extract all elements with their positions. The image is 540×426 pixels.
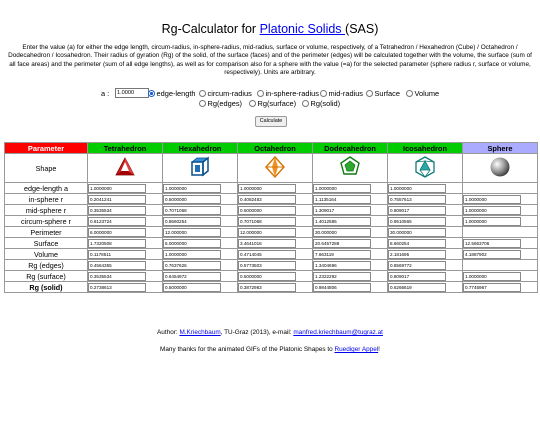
value-field[interactable]: 20.6457288: [313, 239, 371, 248]
radio-dot[interactable]: [249, 100, 256, 107]
value-field[interactable]: 0.5000000: [163, 195, 221, 204]
value-cell: [313, 238, 388, 249]
title-prefix: Rg-Calculator for: [161, 22, 260, 36]
radio-label: Volume: [414, 89, 440, 98]
shape-cell-icosahedron: [388, 154, 463, 183]
title-suffix: (SAS): [345, 22, 379, 36]
row-label: Rg (edges): [5, 260, 88, 271]
radio-label: Surface: [374, 89, 400, 98]
header-tetrahedron: Tetrahedron: [88, 143, 163, 154]
value-field[interactable]: 1.0000000: [238, 184, 296, 193]
value-field[interactable]: 1.0000000: [388, 184, 446, 193]
row-label: Rg (surface): [5, 271, 88, 282]
table-row: [5, 238, 538, 249]
value-cell: [238, 271, 313, 282]
value-field[interactable]: 6.0000000: [88, 228, 146, 237]
radio-dot[interactable]: [302, 100, 309, 107]
value-field[interactable]: 7.663119: [313, 250, 371, 259]
value-field[interactable]: 0.7557613: [388, 195, 446, 204]
table-header-row: [5, 143, 538, 154]
radio-dot[interactable]: [366, 90, 373, 97]
value-cell: [88, 271, 163, 282]
thanks-footer: [0, 346, 540, 353]
radio-dot[interactable]: [257, 90, 264, 97]
row-label: mid-sphere r: [5, 205, 88, 216]
value-cell: [88, 216, 163, 227]
radio-dot[interactable]: [199, 90, 206, 97]
table-row: [5, 282, 538, 293]
param-row1-radio-5[interactable]: [406, 89, 439, 98]
shape-cell-tetrahedron: [88, 154, 163, 183]
value-cell: [88, 227, 163, 238]
radio-label: circum-radius: [207, 89, 252, 98]
value-cell: [88, 282, 163, 293]
results-table: [4, 142, 538, 293]
value-cell: [238, 183, 313, 194]
tetrahedron-icon: [114, 156, 136, 178]
value-field[interactable]: 0.3535534: [88, 206, 146, 215]
value-field[interactable]: 0.9510565: [388, 217, 446, 226]
row-label: Volume: [5, 249, 88, 260]
value-field[interactable]: 1.0000000: [163, 250, 221, 259]
header-parameter: Parameter: [5, 143, 88, 154]
value-field[interactable]: 0.4564355: [88, 261, 146, 270]
value-field[interactable]: 3.4641016: [238, 239, 296, 248]
shape-cell-octahedron: [238, 154, 313, 183]
value-cell: [463, 249, 538, 260]
value-cell: [238, 216, 313, 227]
value-field[interactable]: 1.0000000: [163, 184, 221, 193]
value-field[interactable]: 0.2738613: [88, 283, 146, 292]
param-row1-radio-1[interactable]: [199, 89, 252, 98]
cube-icon: [189, 156, 211, 178]
shape-label: Shape: [5, 154, 88, 183]
value-cell: [163, 227, 238, 238]
value-cell: [163, 260, 238, 271]
value-cell: [313, 249, 388, 260]
platonic-solids-link[interactable]: Platonic Solids: [259, 22, 346, 36]
value-cell: [463, 271, 538, 282]
value-cell: [313, 216, 388, 227]
value-cell: [163, 183, 238, 194]
ruediger-appel-link[interactable]: Ruediger Appel: [334, 346, 379, 353]
table-row: [5, 271, 538, 282]
table-row: [5, 227, 538, 238]
value-field[interactable]: 1.2322292: [313, 272, 371, 281]
table-row: [5, 249, 538, 260]
value-field[interactable]: 8.660254: [388, 239, 446, 248]
value-cell: [388, 282, 463, 293]
param-row2-radio-0[interactable]: [199, 99, 242, 108]
value-field[interactable]: 0.8660254: [163, 217, 221, 226]
shape-row: [5, 154, 538, 183]
octahedron-icon: [264, 156, 286, 178]
table-row: [5, 216, 538, 227]
dodecahedron-icon: [339, 156, 361, 178]
value-field[interactable]: 1.0000000: [463, 195, 521, 204]
value-field[interactable]: 1.1135164: [313, 195, 371, 204]
value-field[interactable]: 0.7637626: [163, 261, 221, 270]
value-cell: [388, 216, 463, 227]
value-cell: [163, 194, 238, 205]
icosahedron-icon: [414, 156, 436, 178]
radio-dot[interactable]: [199, 100, 206, 107]
value-cell: [238, 194, 313, 205]
value-cell: [163, 271, 238, 282]
thanks-prefix: Many thanks for the animated GIFs of the Platonic Shapes to: [160, 346, 335, 353]
value-field[interactable]: 0.5000000: [163, 283, 221, 292]
value-cell: [163, 238, 238, 249]
value-field[interactable]: 1.4012585: [313, 217, 371, 226]
value-cell: [238, 260, 313, 271]
sphere-icon: [489, 156, 511, 178]
value-cell: [88, 260, 163, 271]
value-cell: [388, 227, 463, 238]
value-cell: [388, 194, 463, 205]
value-field[interactable]: 1.3404696: [313, 261, 371, 270]
intro-text: Enter the value (a) for either the edge length, circum-radius, in-sphere-radius, mid-radius, surface or volume, respectively, of a Tetrahedron / Hexahedron (Cube) / Octahedron / Dodecahedron / Icosahedron. Their radius of gyration (Rg) of the solid, of the surface (faces) and of the perimeter (edges) will be calculated together with the volume, the surface (sum of all face areas) and the perimeter (sum of all edge lengths), as well as for comparison also for a sphere with the value (=a) for the selected parameter (sphere radius r, surface or volume, respectively). Units are arbitrary.: [8, 44, 532, 77]
value-field[interactable]: 30.000000: [388, 228, 446, 237]
value-cell: [313, 194, 388, 205]
a-label: a :: [101, 89, 110, 98]
value-field[interactable]: 1.0000000: [463, 272, 521, 281]
value-cell: [238, 205, 313, 216]
value-field[interactable]: 12.000000: [238, 228, 296, 237]
radio-dot[interactable]: [406, 90, 413, 97]
table-row: [5, 183, 538, 194]
value-field[interactable]: 0.4082483: [238, 195, 296, 204]
value-field[interactable]: 12.000000: [163, 228, 221, 237]
author-footer: [0, 329, 540, 336]
email-link[interactable]: manfred.kriechbaum@tugraz.at: [293, 329, 383, 336]
header-hexahedron: Hexahedron: [163, 143, 238, 154]
value-cell: [388, 238, 463, 249]
author-link[interactable]: M.Kriechbaum: [179, 329, 221, 336]
value-field[interactable]: 1.7320508: [88, 239, 146, 248]
value-field[interactable]: 0.7071068: [163, 206, 221, 215]
radio-label: Rg(edges): [207, 99, 243, 108]
value-cell: [163, 282, 238, 293]
author-mid: , TU-Graz (2013), e-mail:: [220, 329, 294, 336]
value-field[interactable]: 0.6454972: [163, 272, 221, 281]
value-field[interactable]: 0.8569772: [388, 261, 446, 270]
author-prefix: Author:: [157, 329, 180, 336]
row-label: Perimeter: [5, 227, 88, 238]
value-cell: [238, 238, 313, 249]
value-field[interactable]: 0.5000000: [238, 272, 296, 281]
value-field[interactable]: 1.309017: [313, 206, 371, 215]
value-field[interactable]: 30.000000: [313, 228, 371, 237]
shape-cell-sphere: [463, 154, 538, 183]
row-label: in-sphere r: [5, 194, 88, 205]
value-cell: [463, 216, 538, 227]
value-cell: [463, 227, 538, 238]
page-title: [0, 21, 540, 37]
param-row1-radio-4[interactable]: [366, 89, 400, 98]
value-field[interactable]: 0.9844806: [313, 283, 371, 292]
value-cell: [163, 216, 238, 227]
radio-label: mid-radius: [328, 89, 363, 98]
shape-cell-hexahedron: [163, 154, 238, 183]
row-label: circum-sphere r: [5, 216, 88, 227]
value-cell: [463, 238, 538, 249]
param-row2-radio-2[interactable]: [302, 99, 340, 108]
param-row2-radio-1[interactable]: [249, 99, 296, 108]
shape-cell-dodecahedron: [313, 154, 388, 183]
value-cell: [238, 282, 313, 293]
value-cell: [88, 249, 163, 260]
value-cell: [463, 205, 538, 216]
value-cell: [463, 183, 538, 194]
value-cell: [313, 260, 388, 271]
value-cell: [388, 205, 463, 216]
table-row: [5, 260, 538, 271]
value-field[interactable]: 1.0000000: [463, 217, 521, 226]
table-row: [5, 205, 538, 216]
value-cell: [388, 271, 463, 282]
a-value-input[interactable]: [115, 88, 149, 98]
value-cell: [238, 227, 313, 238]
value-field[interactable]: 0.809017: [388, 206, 446, 215]
header-dodecahedron: Dodecahedron: [313, 143, 388, 154]
value-field[interactable]: 0.7071068: [238, 217, 296, 226]
value-field[interactable]: 0.5773503: [238, 261, 296, 270]
radio-label: Rg(surface): [257, 99, 297, 108]
value-field[interactable]: 0.809017: [388, 272, 446, 281]
row-label: edge-length a: [5, 183, 88, 194]
value-field[interactable]: 0.1178511: [88, 250, 146, 259]
value-cell: [463, 282, 538, 293]
value-cell: [88, 205, 163, 216]
table-row: [5, 194, 538, 205]
value-field[interactable]: 0.6123724: [88, 217, 146, 226]
value-field[interactable]: 0.5000000: [238, 206, 296, 215]
value-cell: [313, 183, 388, 194]
value-field[interactable]: 0.3872983: [238, 283, 296, 292]
value-field[interactable]: 6.0000000: [163, 239, 221, 248]
radio-label: Rg(solid): [310, 99, 341, 108]
value-cell: [313, 227, 388, 238]
value-field[interactable]: 1.0000000: [88, 184, 146, 193]
value-cell: [388, 183, 463, 194]
value-cell: [88, 183, 163, 194]
value-cell: [313, 205, 388, 216]
thanks-suffix: !: [378, 346, 380, 353]
param-row1-radio-0[interactable]: [148, 89, 196, 98]
value-field[interactable]: 12.5663706: [463, 239, 521, 248]
value-field[interactable]: 4.1887902: [463, 250, 521, 259]
param-row1-radio-3[interactable]: [320, 89, 363, 98]
value-field[interactable]: 0.4714045: [238, 250, 296, 259]
value-cell: [463, 194, 538, 205]
value-field[interactable]: 1.0000000: [463, 206, 521, 215]
header-octahedron: Octahedron: [238, 143, 313, 154]
header-sphere: Sphere: [463, 143, 538, 154]
value-cell: [88, 238, 163, 249]
param-row1-radio-2[interactable]: [257, 89, 319, 98]
value-field[interactable]: 0.2041241: [88, 195, 146, 204]
value-cell: [388, 260, 463, 271]
row-label: Surface: [5, 238, 88, 249]
value-cell: [463, 260, 538, 271]
value-field[interactable]: 0.7745967: [463, 283, 521, 292]
value-field[interactable]: 0.6266619: [388, 283, 446, 292]
radio-dot[interactable]: [320, 90, 327, 97]
value-cell: [313, 271, 388, 282]
value-field[interactable]: 2.181695: [388, 250, 446, 259]
radio-dot[interactable]: [148, 90, 155, 97]
row-label: Rg (solid): [5, 282, 88, 293]
value-field[interactable]: 1.0000000: [313, 184, 371, 193]
value-cell: [388, 249, 463, 260]
calculate-button[interactable]: Calculate: [255, 116, 287, 127]
value-field[interactable]: 0.3535534: [88, 272, 146, 281]
value-cell: [313, 282, 388, 293]
value-cell: [238, 249, 313, 260]
value-cell: [163, 249, 238, 260]
radio-label: in-sphere-radius: [265, 89, 319, 98]
value-cell: [163, 205, 238, 216]
value-cell: [88, 194, 163, 205]
radio-label: edge-length: [156, 89, 196, 98]
header-icosahedron: Icosahedron: [388, 143, 463, 154]
